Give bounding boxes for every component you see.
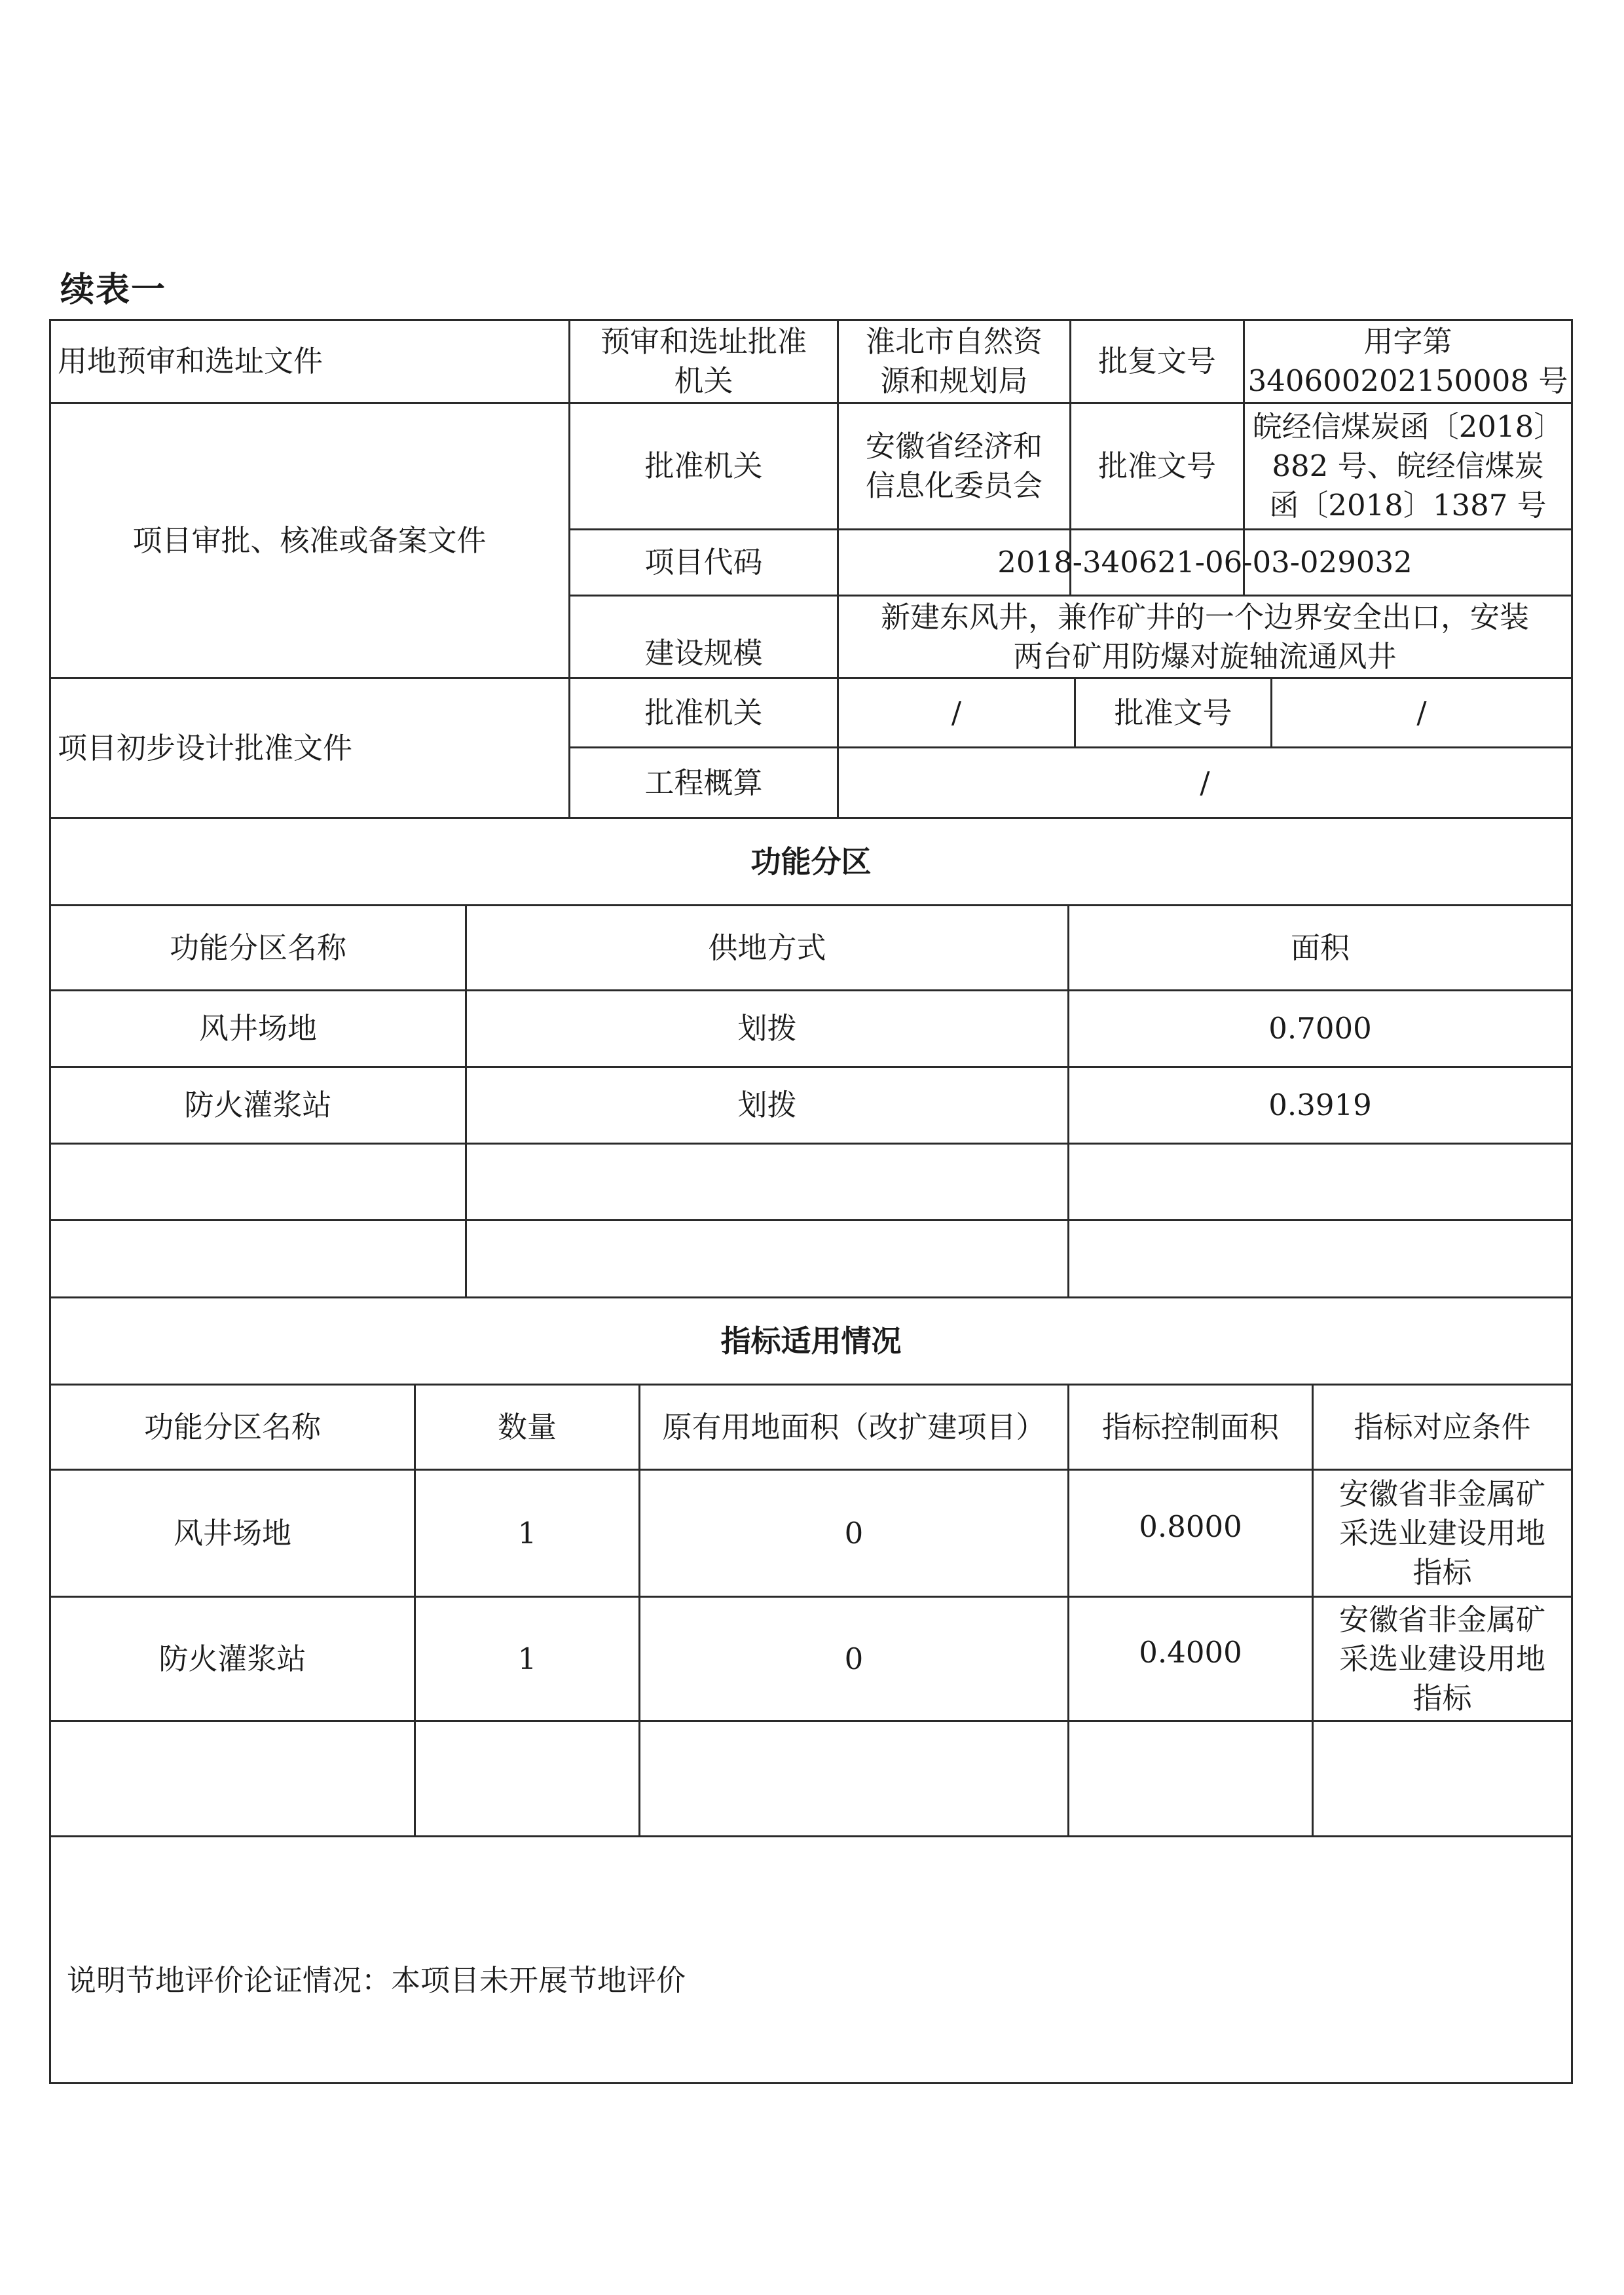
table-bottom-border <box>49 2082 1573 2084</box>
zone-supply <box>467 1145 1067 1219</box>
preselect-authority-label: 预审和选址批准 机关 <box>600 324 807 398</box>
design-no-label: 批准文号 <box>1114 695 1232 730</box>
indicator-zone-name: 防火灌浆站 <box>158 1641 306 1676</box>
zones-header-supply: 供地方式 <box>708 930 826 965</box>
construction-scale: 新建东风井，兼作矿井的一个边界安全出口，安装 两台矿用防爆对旋轴流通风井 <box>880 599 1529 674</box>
indicator-original-area: 0 <box>844 1641 864 1676</box>
design-approval-label: 项目初步设计批准文件 <box>58 730 353 765</box>
approve-no: 皖经信煤炭函〔2018〕 882 号、皖经信煤炭 函〔2018〕1387 号 <box>1252 409 1564 523</box>
design-authority: / <box>951 695 962 730</box>
zone-name <box>51 1145 465 1219</box>
approve-authority: 安徽省经济和 信息化委员会 <box>865 429 1043 503</box>
indicator-count <box>416 1722 638 1835</box>
indicators-header-control-area: 指标控制面积 <box>1101 1409 1279 1444</box>
project-code-label: 项目代码 <box>644 545 763 579</box>
indicator-condition <box>1314 1722 1571 1835</box>
land-saving-note: 说明节地评价论证情况：本项目未开展节地评价 <box>67 1963 686 1998</box>
approve-authority-label: 批准机关 <box>644 449 763 483</box>
budget-label: 工程概算 <box>644 765 763 800</box>
design-authority-label: 批准机关 <box>644 695 763 730</box>
design-no: / <box>1416 695 1427 730</box>
zones-title: 功能分区 <box>750 844 872 879</box>
indicators-header-condition: 指标对应条件 <box>1354 1409 1531 1444</box>
zone-area <box>1069 1145 1571 1219</box>
table-right-border <box>1571 319 1573 2084</box>
indicators-header-count: 数量 <box>497 1409 557 1444</box>
indicator-original-area: 0 <box>844 1515 864 1551</box>
budget: / <box>1200 765 1210 800</box>
indicator-control-area: 0.4000 <box>1139 1634 1242 1670</box>
indicators-header-original-area: 原有用地面积（改扩建项目） <box>662 1409 1046 1444</box>
zones-header-area: 面积 <box>1290 930 1350 965</box>
project-code: 2018-340621-06-03-029032 <box>997 545 1412 579</box>
zone-name: 风井场地 <box>198 1011 317 1046</box>
page-heading: 续表一 <box>60 270 167 310</box>
indicator-zone-name <box>51 1722 414 1835</box>
indicators-header-name: 功能分区名称 <box>143 1409 321 1444</box>
zone-name: 防火灌浆站 <box>184 1088 332 1122</box>
scale-label: 建设规模 <box>644 635 763 670</box>
indicator-count: 1 <box>517 1515 537 1551</box>
preselect-doc-label: 用地预审和选址文件 <box>58 344 323 378</box>
indicator-count: 1 <box>517 1641 537 1676</box>
project-approval-label: 项目审批、核准或备案文件 <box>132 523 487 558</box>
zone-area: 0.7000 <box>1268 1011 1372 1046</box>
indicator-condition: 安徽省非金属矿 采选业建设用地 指标 <box>1338 1602 1545 1716</box>
reply-no: 用字第 340600202150008 号 <box>1247 324 1568 398</box>
indicator-zone-name: 风井场地 <box>173 1515 291 1551</box>
zone-name <box>51 1221 465 1296</box>
zone-area <box>1069 1221 1571 1296</box>
zone-area: 0.3919 <box>1268 1088 1372 1122</box>
zone-supply: 划拨 <box>737 1011 797 1046</box>
preselect-authority: 淮北市自然资 源和规划局 <box>865 324 1043 398</box>
indicators-title: 指标适用情况 <box>720 1323 902 1359</box>
reply-no-label: 批复文号 <box>1098 344 1216 378</box>
indicator-control-area <box>1069 1722 1312 1835</box>
zones-header-name: 功能分区名称 <box>169 930 346 965</box>
indicator-condition: 安徽省非金属矿 采选业建设用地 指标 <box>1338 1476 1545 1590</box>
zone-supply: 划拨 <box>737 1088 797 1122</box>
indicator-control-area: 0.8000 <box>1139 1509 1242 1544</box>
indicator-original-area <box>640 1722 1067 1835</box>
zone-supply <box>467 1221 1067 1296</box>
approve-no-label: 批准文号 <box>1098 449 1216 483</box>
